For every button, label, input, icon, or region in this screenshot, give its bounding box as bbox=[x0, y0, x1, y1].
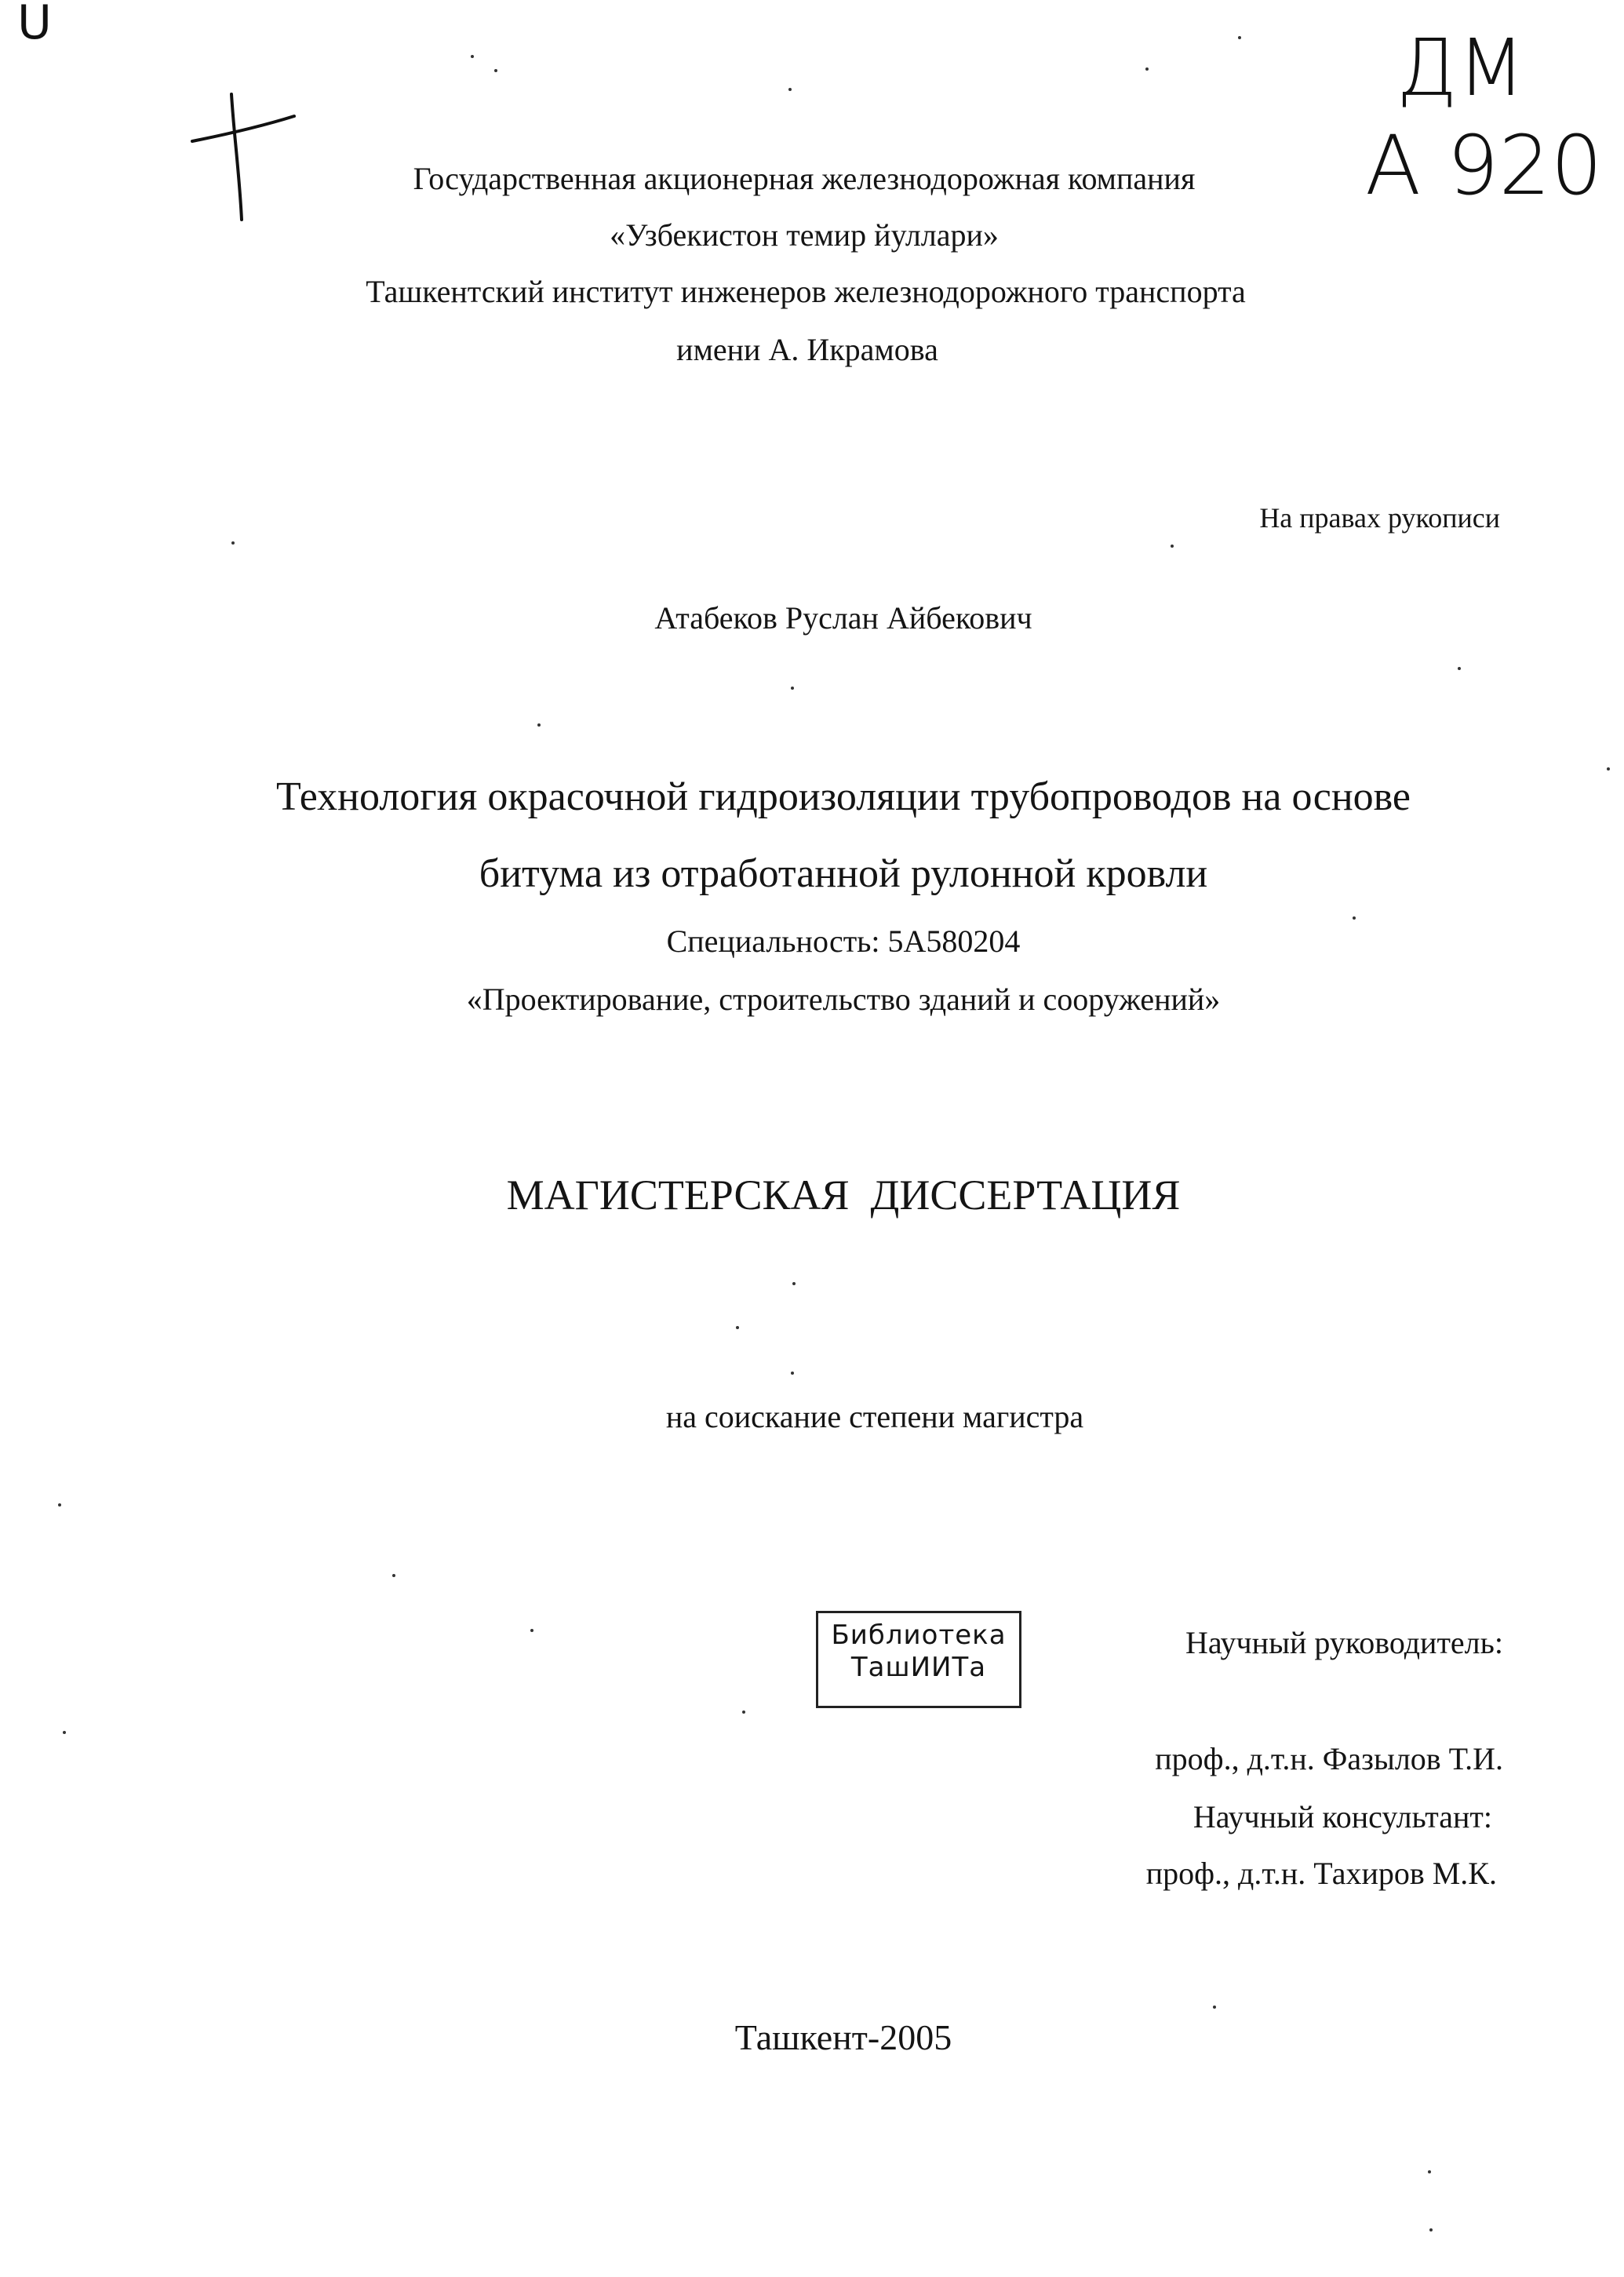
corner-handwritten-mark: U bbox=[17, 0, 52, 50]
scan-speck bbox=[392, 1574, 395, 1577]
scan-speck bbox=[471, 55, 474, 58]
scan-speck bbox=[788, 88, 792, 91]
consultant-name: проф., д.т.н. Тахиров М.К. bbox=[1145, 1856, 1497, 1891]
degree-line: на соискание степени магистра bbox=[665, 1399, 1084, 1434]
scan-speck bbox=[791, 687, 794, 690]
scan-speck bbox=[494, 69, 497, 72]
scan-speck bbox=[1429, 2228, 1433, 2231]
thesis-title-line-1: Технология окрасочной гидроизоляции трубопроводов на основе bbox=[276, 774, 1411, 819]
institute-line: Ташкентский институт инженеров железнодорожного транспорта bbox=[366, 274, 1246, 309]
organization-line-1: Государственная акционерная железнодорожная компания bbox=[413, 161, 1196, 196]
scan-speck bbox=[63, 1731, 66, 1734]
scan-speck bbox=[792, 1282, 796, 1285]
author-name: Атабеков Руслан Айбекович bbox=[654, 600, 1032, 636]
stamp-line-2: ТашИИТа bbox=[850, 1651, 987, 1683]
specialty-name: «Проектирование, строительство зданий и сооружений» bbox=[466, 982, 1221, 1017]
scan-speck bbox=[1607, 767, 1610, 771]
thesis-title-line-2: битума из отработанной рулонной кровли bbox=[479, 851, 1208, 896]
scan-speck bbox=[1353, 916, 1356, 920]
specialty-code: Специальность: 5А580204 bbox=[666, 924, 1021, 959]
scan-speck bbox=[1238, 36, 1241, 39]
library-stamp bbox=[816, 1611, 1021, 1708]
institute-name-line: имени А. Икрамова bbox=[676, 332, 938, 367]
organization-line-2: «Узбекистон темир йуллари» bbox=[610, 217, 999, 253]
scan-speck bbox=[791, 1372, 794, 1375]
scan-speck bbox=[1145, 67, 1149, 71]
consultant-label: Научный консультант: bbox=[1193, 1799, 1492, 1834]
scan-speck bbox=[530, 1629, 533, 1632]
manuscript-note: На правах рукописи bbox=[1259, 502, 1500, 534]
scan-speck bbox=[1171, 545, 1174, 548]
scan-speck bbox=[742, 1710, 745, 1714]
shelf-code-top: ДМ bbox=[1396, 22, 1525, 114]
handwritten-cross-icon bbox=[180, 78, 306, 228]
city-year: Ташкент-2005 bbox=[734, 2017, 952, 2057]
supervisor-name: проф., д.т.н. Фазылов Т.И. bbox=[1155, 1741, 1503, 1776]
scan-speck bbox=[58, 1503, 61, 1506]
work-type-heading: МАГИСТЕРСКАЯ ДИССЕРТАЦИЯ bbox=[506, 1171, 1181, 1219]
scan-speck bbox=[736, 1326, 739, 1329]
shelf-code-bottom: А 920 bbox=[1365, 118, 1603, 213]
scan-speck bbox=[1428, 2170, 1431, 2173]
scan-speck bbox=[1458, 667, 1461, 670]
scan-speck bbox=[231, 541, 235, 545]
scan-speck bbox=[537, 723, 541, 727]
supervisor-label: Научный руководитель: bbox=[1185, 1625, 1503, 1660]
scan-speck bbox=[1213, 2006, 1216, 2009]
stamp-line-1: Библиотека bbox=[831, 1619, 1007, 1651]
